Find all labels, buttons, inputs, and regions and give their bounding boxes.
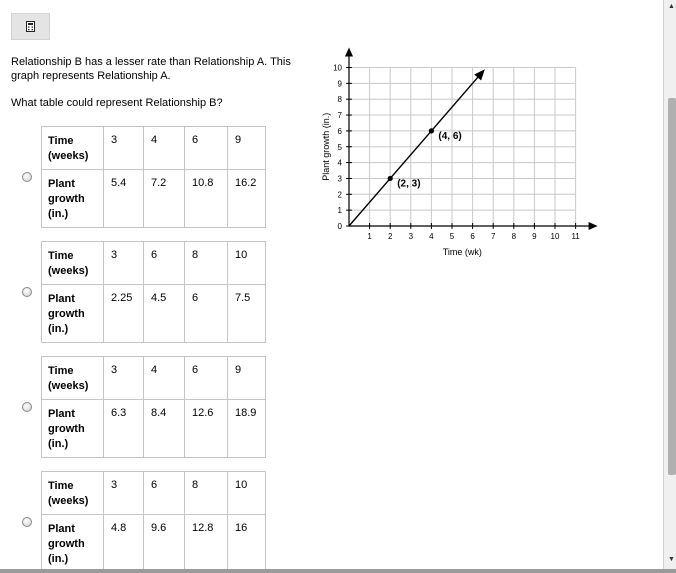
time-cell: 9 bbox=[228, 127, 266, 170]
time-header: Time (weeks) bbox=[42, 472, 104, 515]
option-2-radio[interactable] bbox=[22, 287, 32, 297]
relationship-a-line bbox=[349, 71, 483, 226]
growth-cell: 16 bbox=[228, 515, 266, 573]
y-tick-label: 9 bbox=[337, 79, 342, 89]
scroll-down-arrow-icon[interactable]: ▼ bbox=[668, 556, 675, 563]
option-1-radio[interactable] bbox=[22, 172, 32, 182]
y-tick-label: 1 bbox=[337, 206, 342, 216]
time-cell: 3 bbox=[104, 242, 144, 285]
y-axis-arrowhead bbox=[345, 48, 353, 57]
y-axis-label: Plant growth (in.) bbox=[321, 112, 331, 181]
growth-header: Plant growth (in.) bbox=[42, 285, 104, 343]
time-cell: 9 bbox=[228, 357, 266, 400]
growth-cell: 4.8 bbox=[104, 515, 144, 573]
calculator-button[interactable] bbox=[11, 13, 50, 40]
growth-cell: 5.4 bbox=[104, 170, 144, 228]
time-cell: 10 bbox=[228, 472, 266, 515]
data-point bbox=[388, 176, 393, 181]
x-tick-label: 5 bbox=[449, 232, 455, 241]
y-tick-label: 2 bbox=[337, 190, 342, 200]
x-axis-label: Time (wk) bbox=[442, 247, 482, 257]
growth-cell: 4.5 bbox=[144, 285, 185, 343]
growth-cell: 12.8 bbox=[185, 515, 228, 573]
time-cell: 10 bbox=[228, 242, 266, 285]
time-cell: 3 bbox=[104, 127, 144, 170]
y-tick-label: 10 bbox=[333, 63, 342, 73]
growth-cell: 7.2 bbox=[144, 170, 185, 228]
option-4-table bbox=[41, 471, 266, 573]
x-tick-label: 2 bbox=[387, 232, 393, 241]
relationship-a-graph bbox=[312, 42, 612, 272]
window-bottom-edge bbox=[0, 569, 676, 573]
calculator-icon bbox=[26, 21, 35, 32]
time-cell: 3 bbox=[104, 357, 144, 400]
growth-cell: 16.2 bbox=[228, 170, 266, 228]
growth-cell: 2.25 bbox=[104, 285, 144, 343]
y-tick-label: 7 bbox=[337, 111, 342, 121]
x-tick-label: 7 bbox=[490, 232, 496, 241]
y-tick-label: 0 bbox=[337, 222, 342, 231]
time-cell: 4 bbox=[144, 357, 185, 400]
scrollbar-thumb[interactable] bbox=[668, 98, 676, 475]
growth-cell: 18.9 bbox=[228, 400, 266, 458]
time-header: Time (weeks) bbox=[42, 127, 104, 170]
growth-header: Plant growth (in.) bbox=[42, 515, 104, 573]
x-tick-label: 11 bbox=[571, 232, 580, 241]
growth-cell: 8.4 bbox=[144, 400, 185, 458]
time-cell: 4 bbox=[144, 127, 185, 170]
growth-cell: 6.3 bbox=[104, 400, 144, 458]
problem-statement: Relationship B has a lesser rate than Relationship A. This graph represents Relationship A. bbox=[11, 56, 291, 82]
x-tick-label: 3 bbox=[408, 232, 414, 241]
option-1-table bbox=[41, 126, 266, 228]
option-3-radio[interactable] bbox=[22, 402, 32, 412]
growth-cell: 7.5 bbox=[228, 285, 266, 343]
growth-cell: 9.6 bbox=[144, 515, 185, 573]
option-2-table bbox=[41, 241, 266, 343]
time-header: Time (weeks) bbox=[42, 357, 104, 400]
growth-cell: 10.8 bbox=[185, 170, 228, 228]
y-tick-label: 6 bbox=[337, 126, 342, 136]
time-cell: 6 bbox=[185, 127, 228, 170]
time-cell: 6 bbox=[144, 242, 185, 285]
time-cell: 8 bbox=[185, 242, 228, 285]
y-tick-label: 8 bbox=[337, 95, 342, 105]
x-axis-arrowhead bbox=[589, 222, 598, 230]
data-point-label: (4, 6) bbox=[438, 130, 462, 142]
data-point bbox=[429, 128, 434, 133]
growth-header: Plant growth (in.) bbox=[42, 400, 104, 458]
question-text: What table could represent Relationship B? bbox=[11, 97, 223, 109]
growth-cell: 6 bbox=[185, 285, 228, 343]
x-tick-label: 4 bbox=[429, 232, 434, 241]
option-4-radio[interactable] bbox=[22, 517, 32, 527]
scroll-up-arrow-icon[interactable]: ▲ bbox=[668, 3, 675, 10]
y-tick-label: 5 bbox=[337, 142, 342, 152]
time-cell: 3 bbox=[104, 472, 144, 515]
option-3-table bbox=[41, 356, 266, 458]
data-point-label: (2, 3) bbox=[397, 178, 421, 190]
time-cell: 6 bbox=[185, 357, 228, 400]
y-tick-label: 4 bbox=[337, 158, 342, 168]
x-tick-label: 8 bbox=[511, 232, 517, 241]
y-tick-label: 3 bbox=[337, 174, 342, 184]
time-header: Time (weeks) bbox=[42, 242, 104, 285]
x-tick-label: 9 bbox=[532, 232, 537, 241]
x-tick-label: 10 bbox=[550, 232, 560, 241]
x-tick-label: 1 bbox=[367, 232, 372, 241]
growth-header: Plant growth (in.) bbox=[42, 170, 104, 228]
time-cell: 6 bbox=[144, 472, 185, 515]
time-cell: 8 bbox=[185, 472, 228, 515]
growth-cell: 12.6 bbox=[185, 400, 228, 458]
x-tick-label: 6 bbox=[470, 232, 475, 241]
